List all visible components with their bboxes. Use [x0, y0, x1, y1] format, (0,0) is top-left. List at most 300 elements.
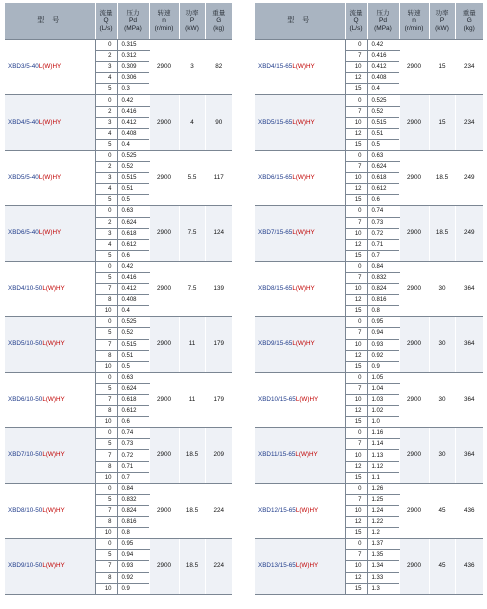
model-cell [255, 539, 345, 594]
header-flow-line: (L/s) [99, 24, 113, 32]
model-suffix: L(W)HY [38, 174, 62, 182]
table-row [255, 428, 483, 439]
flow-cell: 5 [95, 272, 117, 283]
pressure-cell: 0.6 [117, 250, 149, 261]
pressure-cell: 0.52 [367, 106, 399, 117]
pressure-cell: 1.3 [367, 583, 399, 594]
header-power-line: 功率 [435, 9, 449, 17]
model-suffix: L(W)HY [38, 118, 62, 126]
pressure-cell: 0.618 [117, 228, 149, 239]
pressure-cell: 0.42 [367, 40, 399, 51]
flow-cell: 7 [345, 106, 367, 117]
pressure-cell: 0.51 [367, 128, 399, 139]
pressure-cell: 0.525 [117, 317, 149, 328]
flow-cell: 0 [95, 317, 117, 328]
model-suffix: L(W)HY [292, 229, 315, 237]
pressure-cell: 0.5 [117, 361, 149, 372]
pressure-cell: 0.94 [117, 550, 149, 561]
header-power [429, 3, 455, 40]
weight-cell: 364 [455, 428, 483, 483]
flow-cell: 7 [345, 51, 367, 62]
header-pressure-line: Pd [129, 17, 137, 25]
header-flow-line: Q [353, 17, 359, 25]
model-size: 10/15-65 [270, 395, 296, 403]
model-prefix: XBD [8, 174, 21, 182]
pressure-cell: 0.4 [117, 306, 149, 317]
pressure-cell: 0.7 [117, 472, 149, 483]
pressure-cell: 0.51 [117, 350, 149, 361]
pressure-cell: 1.26 [367, 483, 399, 494]
power-cell: 18.5 [429, 206, 455, 261]
speed-cell: 2900 [399, 428, 429, 483]
model-cell [255, 206, 345, 261]
speed-cell: 2900 [149, 539, 179, 594]
pressure-cell: 0.306 [117, 73, 149, 84]
pressure-cell: 0.416 [117, 272, 149, 283]
table-header-row [5, 3, 232, 40]
flow-cell: 8 [95, 295, 117, 306]
flow-cell: 15 [345, 472, 367, 483]
model-cell [5, 483, 95, 538]
power-cell: 3 [179, 40, 205, 95]
speed-cell: 2900 [399, 40, 429, 95]
flow-cell: 0 [345, 150, 367, 161]
weight-cell: 209 [205, 428, 232, 483]
speed-cell: 2900 [399, 206, 429, 261]
model-cell [5, 372, 95, 427]
model-prefix: XBD [8, 562, 21, 570]
flow-cell: 12 [345, 239, 367, 250]
flow-cell: 7 [345, 494, 367, 505]
pressure-cell: 1.13 [367, 450, 399, 461]
pressure-cell: 0.73 [367, 217, 399, 228]
weight-cell: 179 [205, 317, 232, 372]
header-weight [455, 3, 483, 40]
header-pressure-line: Pd [379, 17, 387, 25]
pressure-cell: 0.6 [367, 195, 399, 206]
power-cell: 18.5 [179, 539, 205, 594]
model-suffix: L(W)HY [42, 451, 65, 459]
flow-cell: 7 [95, 561, 117, 572]
flow-cell: 0 [95, 206, 117, 217]
model-cell [255, 261, 345, 316]
model-cell [255, 317, 345, 372]
weight-cell: 90 [205, 95, 232, 150]
header-weight [205, 3, 232, 40]
power-cell: 30 [429, 261, 455, 316]
flow-cell: 2 [95, 51, 117, 62]
pressure-cell: 1.0 [367, 417, 399, 428]
flow-cell: 5 [95, 195, 117, 206]
pressure-cell: 0.408 [117, 295, 149, 306]
power-cell: 30 [429, 372, 455, 427]
header-flow-line: Q [103, 17, 109, 25]
pressure-cell: 0.618 [367, 173, 399, 184]
header-speed [399, 3, 429, 40]
pressure-cell: 0.84 [117, 483, 149, 494]
table-row [5, 483, 232, 494]
pressure-cell: 0.52 [117, 162, 149, 173]
flow-cell: 3 [95, 173, 117, 184]
model-size: 8/10-50 [20, 506, 43, 514]
flow-cell: 12 [345, 406, 367, 417]
flow-cell: 15 [345, 250, 367, 261]
model-suffix: L(W)HY [42, 506, 65, 514]
model-cell [5, 40, 95, 95]
pressure-cell: 0.412 [367, 62, 399, 73]
model-size: 4/5-40 [20, 118, 39, 126]
speed-cell: 2900 [149, 317, 179, 372]
flow-cell: 0 [345, 372, 367, 383]
pressure-cell: 0.832 [367, 272, 399, 283]
pump-spec-table-right [255, 3, 483, 595]
pressure-cell: 0.52 [117, 328, 149, 339]
flow-cell: 10 [95, 306, 117, 317]
header-pressure-line: 压力 [376, 9, 390, 17]
header-pressure [367, 3, 399, 40]
model-size: 6/10-50 [20, 395, 43, 403]
header-weight-line: G [466, 17, 472, 25]
model-prefix: XBD [8, 284, 21, 292]
pressure-cell: 1.02 [367, 406, 399, 417]
model-cell [255, 95, 345, 150]
pressure-cell: 0.74 [367, 206, 399, 217]
weight-cell: 364 [455, 317, 483, 372]
flow-cell: 10 [345, 117, 367, 128]
flow-cell: 3 [95, 62, 117, 73]
flow-cell: 10 [345, 339, 367, 350]
weight-cell: 179 [205, 372, 232, 427]
header-flow-line: 流量 [99, 9, 113, 17]
model-size: 7/10-50 [20, 451, 43, 459]
pressure-cell: 0.624 [117, 217, 149, 228]
flow-cell: 5 [95, 494, 117, 505]
header-speed-line: (r/min) [154, 24, 174, 32]
pressure-cell: 0.72 [367, 228, 399, 239]
flow-cell: 15 [345, 195, 367, 206]
table-row [255, 539, 483, 550]
model-prefix: XBD [258, 174, 271, 182]
speed-cell: 2900 [399, 317, 429, 372]
flow-cell: 0 [95, 483, 117, 494]
flow-cell: 7 [345, 328, 367, 339]
table-row [255, 95, 483, 106]
header-speed-line: n [412, 17, 416, 25]
model-suffix: L(W)HY [292, 174, 315, 182]
header-flow-line: 流量 [349, 9, 363, 17]
pressure-cell: 0.71 [117, 461, 149, 472]
weight-cell: 124 [205, 206, 232, 261]
weight-cell: 249 [455, 206, 483, 261]
pressure-cell: 0.624 [117, 383, 149, 394]
weight-cell: 436 [455, 539, 483, 594]
pressure-cell: 1.33 [367, 572, 399, 583]
pressure-cell: 0.8 [117, 528, 149, 539]
speed-cell: 2900 [149, 261, 179, 316]
flow-cell: 10 [345, 505, 367, 516]
flow-cell: 7 [345, 162, 367, 173]
flow-cell: 0 [95, 95, 117, 106]
model-suffix: L(W)HY [42, 395, 65, 403]
table-row [255, 483, 483, 494]
header-power-line: P [439, 17, 445, 25]
flow-cell: 15 [345, 84, 367, 95]
flow-cell: 12 [345, 572, 367, 583]
flow-cell: 4 [95, 128, 117, 139]
pressure-cell: 0.618 [117, 395, 149, 406]
flow-cell: 8 [95, 406, 117, 417]
flow-cell: 2 [95, 217, 117, 228]
model-suffix: L(W)HY [38, 229, 62, 237]
table-row [5, 95, 232, 106]
table-body-right [255, 40, 483, 595]
model-prefix: XBD [8, 340, 21, 348]
model-suffix: L(W)HY [295, 506, 319, 514]
table-row [255, 40, 483, 51]
header-weight-line: (kg) [213, 24, 225, 32]
power-cell: 11 [179, 317, 205, 372]
pressure-cell: 0.525 [367, 95, 399, 106]
weight-cell: 82 [205, 40, 232, 95]
pressure-cell: 0.612 [117, 239, 149, 250]
model-prefix: XBD [258, 229, 271, 237]
model-size: 3/5-40 [20, 63, 39, 71]
flow-cell: 12 [345, 517, 367, 528]
weight-cell: 234 [455, 95, 483, 150]
pressure-cell: 1.12 [367, 461, 399, 472]
table-row [5, 206, 232, 217]
pressure-cell: 1.24 [367, 505, 399, 516]
flow-cell: 5 [95, 439, 117, 450]
header-pressure-line: 压力 [126, 9, 140, 17]
pressure-cell: 0.515 [117, 173, 149, 184]
pressure-cell: 0.816 [367, 295, 399, 306]
flow-cell: 5 [95, 383, 117, 394]
header-model: 型 号 [255, 3, 345, 40]
model-suffix: L(W)HY [42, 562, 65, 570]
power-cell: 11 [179, 372, 205, 427]
pressure-cell: 1.1 [367, 472, 399, 483]
flow-cell: 7 [95, 284, 117, 295]
power-cell: 15 [429, 95, 455, 150]
pressure-cell: 0.525 [117, 150, 149, 161]
pressure-cell: 1.2 [367, 528, 399, 539]
model-suffix: L(W)HY [295, 451, 318, 459]
pressure-cell: 0.6 [117, 417, 149, 428]
pressure-cell: 0.5 [367, 139, 399, 150]
pressure-cell: 0.612 [117, 406, 149, 417]
model-prefix: XBD [258, 118, 271, 126]
speed-cell: 2900 [149, 40, 179, 95]
pressure-cell: 0.5 [117, 195, 149, 206]
speed-cell: 2900 [149, 483, 179, 538]
speed-cell: 2900 [399, 539, 429, 594]
flow-cell: 15 [345, 528, 367, 539]
flow-cell: 5 [95, 250, 117, 261]
flow-cell: 5 [95, 328, 117, 339]
model-size: 7/15-65 [270, 229, 293, 237]
pressure-cell: 1.25 [367, 494, 399, 505]
speed-cell: 2900 [399, 372, 429, 427]
power-cell: 45 [429, 539, 455, 594]
pressure-cell: 0.95 [367, 317, 399, 328]
flow-cell: 10 [95, 528, 117, 539]
pressure-cell: 0.3 [117, 84, 149, 95]
pressure-cell: 0.51 [117, 184, 149, 195]
model-suffix: L(W)HY [295, 395, 319, 403]
table-row [255, 206, 483, 217]
flow-cell: 0 [345, 95, 367, 106]
flow-cell: 15 [345, 583, 367, 594]
power-cell: 7.5 [179, 206, 205, 261]
power-cell: 7.5 [179, 261, 205, 316]
flow-cell: 10 [345, 561, 367, 572]
pressure-cell: 0.612 [367, 184, 399, 195]
flow-cell: 10 [95, 417, 117, 428]
flow-cell: 0 [345, 483, 367, 494]
flow-cell: 0 [95, 372, 117, 383]
model-cell [5, 150, 95, 205]
pressure-cell: 1.03 [367, 395, 399, 406]
table-row [5, 261, 232, 272]
flow-cell: 8 [95, 517, 117, 528]
flow-cell: 15 [345, 361, 367, 372]
model-suffix: L(W)HY [295, 562, 319, 570]
flow-cell: 10 [95, 361, 117, 372]
pressure-cell: 0.515 [367, 117, 399, 128]
power-cell: 15 [429, 40, 455, 95]
pressure-cell: 0.71 [367, 239, 399, 250]
power-cell: 4 [179, 95, 205, 150]
table-row [5, 372, 232, 383]
pressure-cell: 0.93 [117, 561, 149, 572]
power-cell: 18.5 [429, 150, 455, 205]
pressure-cell: 0.63 [367, 150, 399, 161]
pressure-cell: 0.315 [117, 40, 149, 51]
flow-cell: 0 [345, 40, 367, 51]
power-cell: 18.5 [179, 428, 205, 483]
model-cell [5, 261, 95, 316]
flow-cell: 5 [95, 139, 117, 150]
model-size: 9/15-65 [270, 340, 293, 348]
header-speed-line: (r/min) [404, 24, 424, 32]
pressure-cell: 0.832 [117, 494, 149, 505]
model-size: 12/15-65 [270, 506, 296, 514]
weight-cell: 117 [205, 150, 232, 205]
model-cell [255, 428, 345, 483]
pressure-cell: 1.22 [367, 517, 399, 528]
flow-cell: 8 [95, 350, 117, 361]
flow-cell: 3 [95, 117, 117, 128]
flow-cell: 0 [345, 206, 367, 217]
speed-cell: 2900 [149, 372, 179, 427]
power-cell: 5.5 [179, 150, 205, 205]
flow-cell: 12 [345, 461, 367, 472]
model-suffix: L(W)HY [42, 340, 65, 348]
model-cell [255, 40, 345, 95]
pressure-cell: 1.16 [367, 428, 399, 439]
header-pressure-line: (MPa) [124, 24, 142, 32]
pressure-cell: 0.312 [117, 51, 149, 62]
pump-spec-table-left [5, 3, 232, 595]
weight-cell: 436 [455, 483, 483, 538]
pressure-cell: 1.05 [367, 372, 399, 383]
model-suffix: L(W)HY [38, 63, 62, 71]
model-size: 4/15-65 [270, 63, 293, 71]
flow-cell: 8 [95, 572, 117, 583]
model-cell [5, 539, 95, 594]
header-speed-line: 转速 [407, 9, 421, 17]
flow-cell: 7 [345, 439, 367, 450]
header-weight-line: G [216, 17, 222, 25]
pressure-cell: 0.72 [117, 450, 149, 461]
flow-cell: 10 [345, 395, 367, 406]
pressure-cell: 0.416 [117, 106, 149, 117]
flow-cell: 15 [345, 139, 367, 150]
header-weight-line: 重量 [462, 9, 476, 17]
pressure-cell: 0.309 [117, 62, 149, 73]
weight-cell: 234 [455, 40, 483, 95]
table-row [255, 150, 483, 161]
flow-cell: 0 [345, 539, 367, 550]
flow-cell: 12 [345, 73, 367, 84]
weight-cell: 224 [205, 483, 232, 538]
pressure-cell: 1.04 [367, 383, 399, 394]
header-power-line: (kW) [435, 24, 449, 32]
model-cell [5, 206, 95, 261]
pressure-cell: 1.14 [367, 439, 399, 450]
header-flow [345, 3, 367, 40]
flow-cell: 0 [345, 428, 367, 439]
model-prefix: XBD [8, 451, 21, 459]
flow-cell: 0 [345, 261, 367, 272]
flow-cell: 10 [95, 472, 117, 483]
flow-cell: 7 [95, 505, 117, 516]
header-power [179, 3, 205, 40]
flow-cell: 0 [95, 150, 117, 161]
flow-cell: 7 [95, 450, 117, 461]
flow-cell: 15 [345, 306, 367, 317]
flow-cell: 12 [345, 128, 367, 139]
flow-cell: 10 [345, 284, 367, 295]
flow-cell: 15 [345, 417, 367, 428]
model-prefix: XBD [8, 229, 21, 237]
flow-cell: 10 [345, 173, 367, 184]
flow-cell: 12 [345, 184, 367, 195]
header-power-line: 功率 [185, 9, 199, 17]
header-speed-line: n [162, 17, 166, 25]
pressure-cell: 0.7 [367, 250, 399, 261]
speed-cell: 2900 [149, 206, 179, 261]
header-speed-line: 转速 [157, 9, 171, 17]
model-cell [5, 317, 95, 372]
pressure-cell: 0.624 [367, 162, 399, 173]
model-prefix: XBD [258, 451, 271, 459]
weight-cell: 139 [205, 261, 232, 316]
model-prefix: XBD [8, 506, 21, 514]
model-size: 8/15-65 [270, 284, 293, 292]
pressure-cell: 0.416 [367, 51, 399, 62]
pressure-cell: 1.37 [367, 539, 399, 550]
model-prefix: XBD [258, 395, 271, 403]
model-size: 9/10-50 [20, 562, 43, 570]
table-row [5, 40, 232, 51]
flow-cell: 12 [345, 295, 367, 306]
model-size: 13/15-65 [270, 562, 296, 570]
flow-cell: 0 [345, 317, 367, 328]
pressure-cell: 0.824 [367, 284, 399, 295]
pressure-cell: 0.42 [117, 95, 149, 106]
